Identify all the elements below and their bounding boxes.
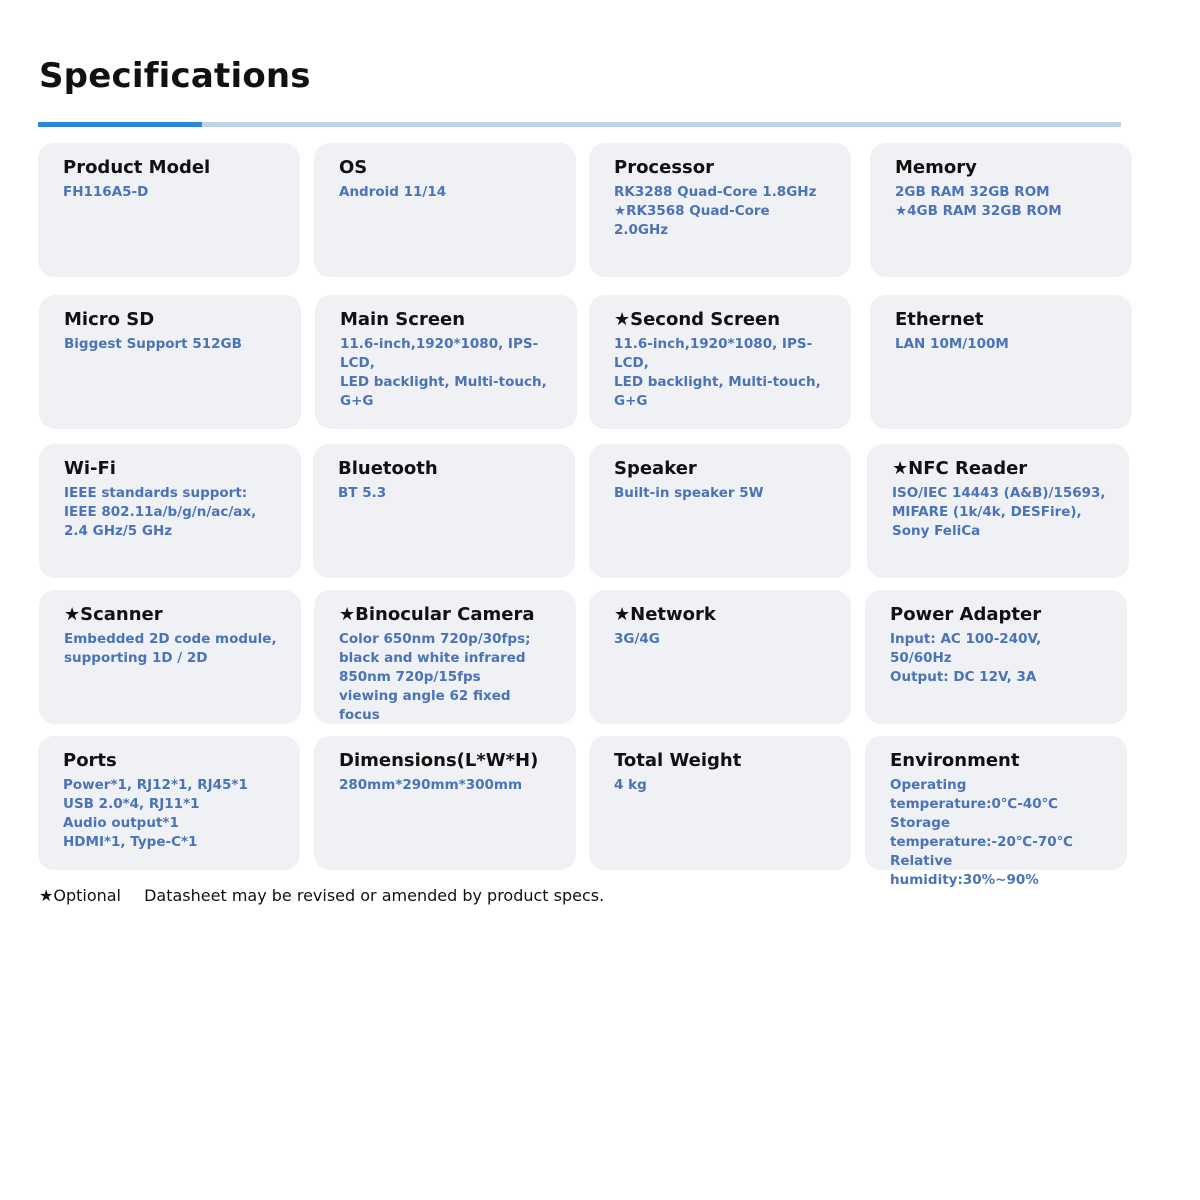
optional-legend: ★Optional (39, 886, 121, 905)
spec-card-power-adapter (865, 590, 1127, 724)
footnote (39, 886, 604, 905)
spec-value: 2GB RAM 32GB ROM ★4GB RAM 32GB ROM (895, 184, 1062, 219)
spec-value: ISO/IEC 14443 (A&B)/15693, MIFARE (1k/4k, DESFire), Sony FeliCa (892, 485, 1106, 539)
spec-title: Total Weight (614, 750, 742, 771)
spec-title: ★Network (614, 604, 716, 625)
spec-card-ethernet (870, 295, 1132, 429)
spec-card-memory (870, 143, 1132, 277)
spec-title: ★Binocular Camera (339, 604, 535, 625)
spec-title: Processor (614, 157, 714, 178)
spec-card-binocular-camera (314, 590, 576, 724)
spec-value: 3G/4G (614, 631, 660, 647)
spec-card-environment (865, 736, 1127, 888)
spec-title: Dimensions(L*W*H) (339, 750, 539, 771)
title-divider (38, 122, 1121, 127)
spec-value: Built-in speaker 5W (614, 485, 764, 501)
spec-title: ★Second Screen (614, 309, 781, 330)
spec-title: Bluetooth (338, 458, 438, 479)
spec-card-second-screen (589, 295, 851, 429)
spec-card-bluetooth (313, 444, 575, 578)
spec-title: Main Screen (340, 309, 466, 330)
spec-card-scanner (39, 590, 301, 724)
spec-value: Power*1, RJ12*1, RJ45*1 USB 2.0*4, RJ11*1 Audio output*1 HDMI*1, Type-C*1 (63, 777, 248, 850)
spec-title: Memory (895, 157, 977, 178)
spec-card-ports (38, 736, 300, 870)
spec-card-dimensions (314, 736, 576, 870)
spec-card-total-weight (589, 736, 851, 870)
spec-title: Micro SD (64, 309, 155, 330)
spec-card-main-screen (315, 295, 577, 429)
spec-value: Operating temperature:0℃-40℃ Storage temperature:-20℃-70℃ Relative humidity:30%~90% (890, 777, 1074, 888)
spec-value: Embedded 2D code module, supporting 1D / 2D (64, 631, 277, 666)
spec-value: 11.6-inch,1920*1080, IPS-LCD, LED backlight, Multi-touch, G+G (614, 336, 821, 409)
spec-title: Power Adapter (890, 604, 1042, 625)
spec-title: Environment (890, 750, 1020, 771)
spec-title: Product Model (63, 157, 211, 178)
spec-card-os (314, 143, 576, 277)
spec-card-product-model (38, 143, 300, 277)
spec-title: Ethernet (895, 309, 984, 330)
spec-card-micro-sd (39, 295, 301, 429)
spec-title: OS (339, 157, 368, 178)
spec-title: Wi-Fi (64, 458, 116, 479)
spec-value: 11.6-inch,1920*1080, IPS-LCD, LED backlight, Multi-touch, G+G (340, 336, 547, 409)
spec-title: ★NFC Reader (892, 458, 1028, 479)
datasheet-disclaimer: Datasheet may be revised or amended by product specs. (144, 886, 605, 905)
spec-value: IEEE standards support: IEEE 802.11a/b/g/n/ac/ax, 2.4 GHz/5 GHz (64, 485, 257, 539)
spec-value: FH116A5-D (63, 184, 149, 200)
spec-value: LAN 10M/100M (895, 336, 1009, 352)
spec-value: Android 11/14 (339, 184, 447, 200)
spec-card-network (589, 590, 851, 724)
spec-value: Biggest Support 512GB (64, 336, 242, 352)
spec-card-speaker (589, 444, 851, 578)
spec-card-processor (589, 143, 851, 277)
spec-value: Input: AC 100-240V, 50/60Hz Output: DC 12V, 3A (890, 631, 1042, 685)
spec-title: ★Scanner (64, 604, 163, 625)
title-divider-accent (38, 122, 202, 127)
spec-value: BT 5.3 (338, 485, 387, 501)
spec-value: 280mm*290mm*300mm (339, 777, 523, 793)
spec-value: Color 650nm 720p/30fps; black and white infrared 850nm 720p/15fps viewing angle 62 fixed focus (339, 631, 531, 723)
spec-card-nfc-reader (867, 444, 1129, 578)
spec-title: Ports (63, 750, 117, 771)
spec-value: RK3288 Quad-Core 1.8GHz ★RK3568 Quad-Core 2.0GHz (614, 184, 817, 238)
spec-card-wifi (39, 444, 301, 578)
spec-title: Speaker (614, 458, 697, 479)
spec-value: 4 kg (614, 777, 647, 793)
page-title: Specifications (39, 56, 311, 96)
